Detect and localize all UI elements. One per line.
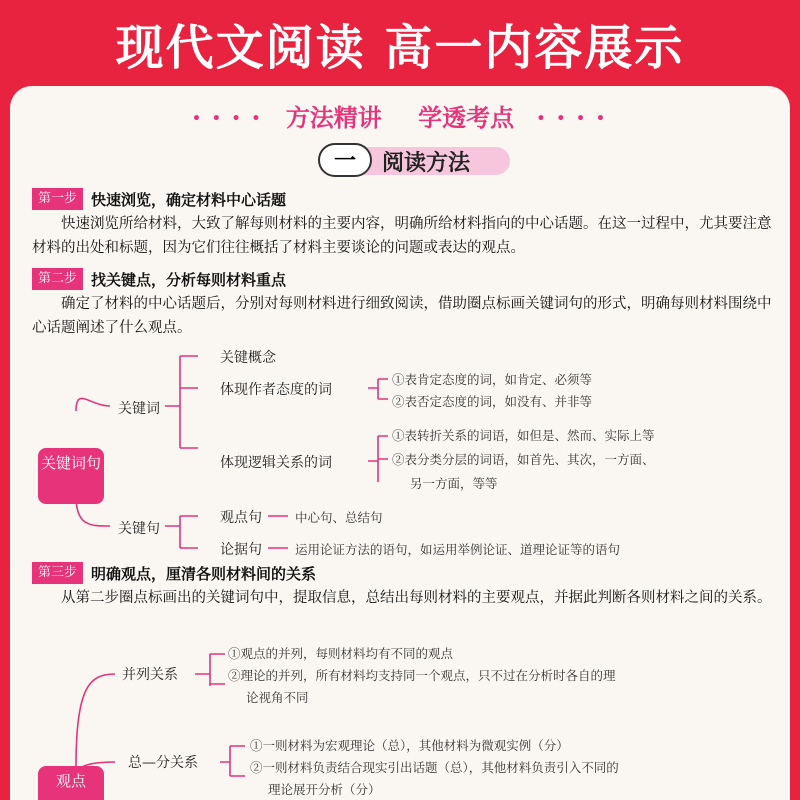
general-item-1: ①一则材料为宏观理论（总），其他材料为微观实例（分）: [250, 738, 569, 753]
step-3-title: 明确观点，厘清各则材料间的关系: [91, 564, 317, 583]
step-3-tag: 第三步: [32, 562, 83, 584]
tree-2-connectors: [10, 86, 790, 800]
tree-2-root: 观点: [38, 766, 104, 800]
general-item-2: ②一则材料负责结合现实引出话题（总），其他材料负责引入不同的: [250, 760, 619, 775]
dots-left: • • • •: [192, 111, 264, 127]
step-2-title: 找关键点，分析每则材料重点: [91, 270, 287, 289]
general-item-3: 理论展开分析（分）: [268, 782, 381, 797]
step-1-text: 快速浏览所给材料，大致了解每则材料的主要内容，明确所给材料指向的中心话题。在这一过程中，尤其要注意材料的出处和标题，因为它们往往概括了材料主要谈论的问题或表达的观点。: [32, 216, 772, 256]
node-general: 总—分关系: [128, 755, 198, 771]
step-2-text: 确定了材料的中心话题后，分别对每则材料进行细致阅读，借助圈点标画关键词句的形式，明确每则材料围绕中心话题阐述了什么观点。: [32, 296, 772, 336]
step-1-title: 快速浏览，确定材料中心话题: [91, 190, 287, 209]
node-sentence: 关键句: [118, 521, 160, 537]
attitude-item-1: ①表肯定态度的词，如肯定、必须等: [392, 372, 593, 387]
argue-item: 运用论证方法的语句，如运用举例论证、道理论证等的语句: [295, 542, 621, 557]
parallel-item-1: ①观点的并列，每则材料均有不同的观点: [228, 646, 454, 661]
dots-right: • • • •: [536, 111, 608, 127]
node-concept: 关键概念: [220, 350, 276, 366]
banner: [0, 0, 800, 86]
subtitle-right: 学透考点: [418, 104, 515, 132]
node-logic: 体现逻辑关系的词: [220, 455, 332, 471]
parallel-item-2: ②理论的并列，所有材料均支持同一个观点，只不过在分析时各自的理: [228, 668, 616, 683]
section-number: 一: [318, 143, 372, 177]
step-2-tag: 第二步: [32, 268, 83, 290]
node-parallel: 并列关系: [122, 667, 178, 683]
step-3-text: 从第二步圈点标画出的关键词句中，提取信息，总结出每则材料的主要观点，并据此判断各则材料之间的关系。: [61, 590, 772, 606]
parallel-item-3: 论视角不同: [246, 690, 309, 705]
tree-1-root: 关键词句: [38, 448, 104, 504]
banner-title: 现代文阅读 高一内容展示: [115, 19, 685, 76]
section-title: 阅读方法: [382, 151, 471, 176]
node-view: 观点句: [220, 510, 262, 526]
page-card: [10, 86, 790, 800]
logic-item-2: ②表分类分层的词语，如首先、其次，一方面、: [392, 452, 655, 467]
step-1-tag: 第一步: [32, 188, 83, 210]
view-item: 中心句、总结句: [295, 510, 383, 525]
logic-item-3: 另一方面，等等: [410, 476, 498, 491]
node-keyword: 关键词: [118, 401, 160, 417]
subtitle-left: 方法精讲: [285, 104, 382, 132]
attitude-item-2: ②表否定态度的词，如没有、并非等: [392, 394, 593, 409]
node-attitude: 体现作者态度的词: [220, 382, 332, 398]
node-argue: 论据句: [220, 542, 262, 558]
logic-item-1: ①表转折关系的词语，如但是、然而、实际上等: [392, 428, 655, 443]
